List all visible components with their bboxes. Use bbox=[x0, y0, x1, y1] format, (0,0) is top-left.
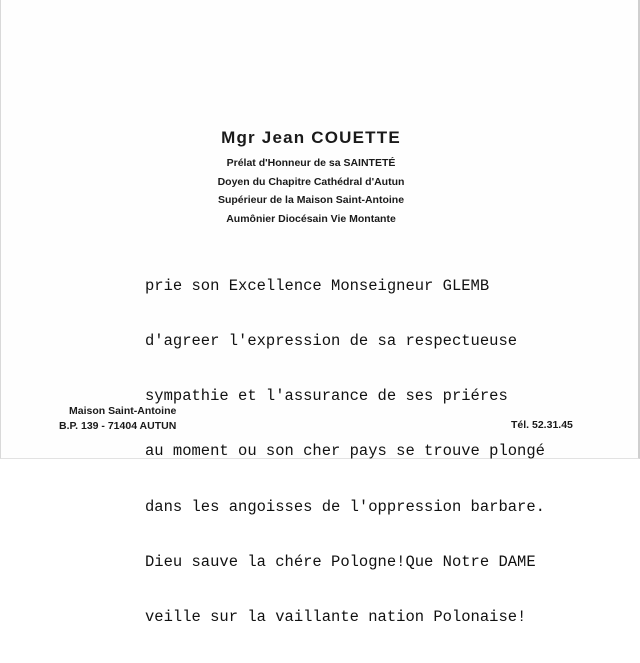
address-line-1: Maison Saint-Antoine bbox=[69, 405, 177, 417]
typewritten-message bbox=[145, 240, 625, 663]
message-line-5: dans les angoisses de l'oppression barbare. bbox=[145, 497, 545, 516]
sender-title-1: Prélat d'Honneur de sa SAINTETÉ bbox=[226, 157, 396, 169]
message-line-4: au moment ou son cher pays se trouve plongé bbox=[145, 442, 545, 461]
message-line-1: prie son Excellence Monseigneur GLEMB bbox=[145, 276, 490, 295]
letterhead bbox=[171, 128, 451, 228]
sender-name: Mgr Jean COUETTE bbox=[221, 128, 401, 147]
sender-title-4: Aumônier Diocésain Vie Montante bbox=[226, 212, 396, 225]
phone-number: Tél. 52.31.45 bbox=[511, 419, 573, 431]
sender-title-2: Doyen du Chapitre Cathédral d'Autun bbox=[217, 175, 405, 188]
message-line-7: veille sur la vaillante nation Polonaise! bbox=[145, 608, 527, 627]
message-line-2: d'agreer l'expression de sa respectueuse bbox=[145, 332, 518, 351]
message-line-6: Dieu sauve la chére Pologne!Que Notre DAME bbox=[145, 552, 536, 571]
sender-title-3: Supérieur de la Maison Saint-Antoine bbox=[217, 194, 405, 206]
address-line-2: B.P. 139 - 71404 AUTUN bbox=[59, 420, 177, 432]
postal-address bbox=[59, 404, 176, 434]
message-line-3: sympathie et l'assurance de ses priéres bbox=[145, 387, 508, 406]
